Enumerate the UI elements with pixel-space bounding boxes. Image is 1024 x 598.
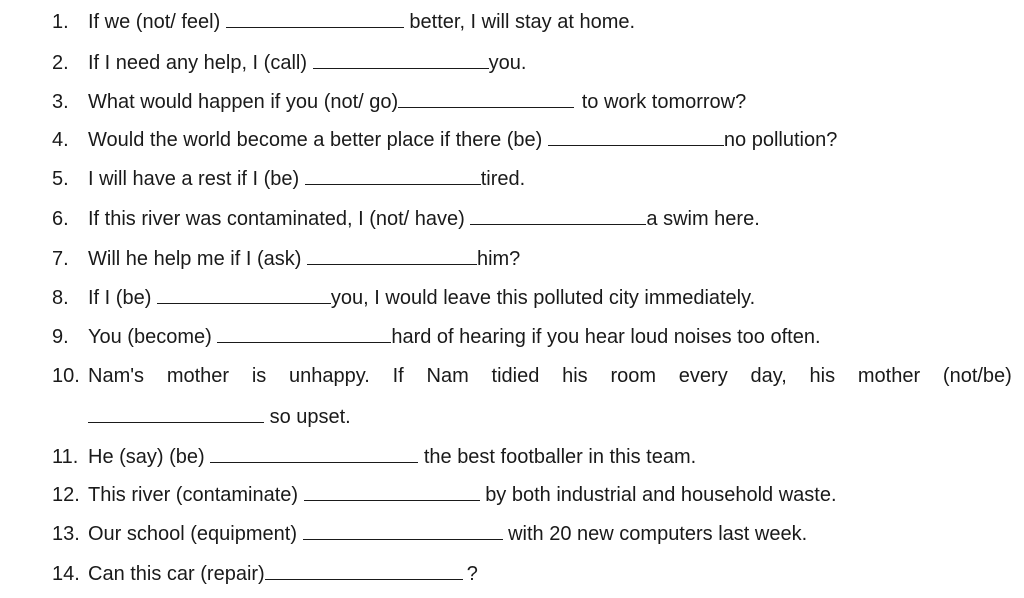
exercise-item-14 <box>52 561 478 586</box>
item-text-after: with 20 new computers last week. <box>508 523 808 545</box>
word: is <box>251 365 267 387</box>
item-text-after: the best footballer in this team. <box>423 446 697 468</box>
item-number: 2. <box>52 52 69 74</box>
item-number: 1. <box>52 11 69 33</box>
answer-blank[interactable] <box>470 206 646 225</box>
item-number: 13. <box>52 523 80 545</box>
item-text-after: no pollution? <box>723 129 838 151</box>
item-number: 8. <box>52 287 69 309</box>
word: If <box>392 365 404 387</box>
word: mother <box>166 365 230 387</box>
item-text-before: He (say) (be) <box>88 446 205 468</box>
item-number: 11. <box>52 446 79 468</box>
exercise-item-1 <box>52 9 635 34</box>
item-text-before: Can this car (repair) <box>88 563 265 585</box>
exercise-item-2 <box>52 50 526 75</box>
item-text-before: If I (be) <box>88 287 152 309</box>
word: room <box>610 365 657 387</box>
item-text-before: If we (not/ feel) <box>88 11 221 33</box>
item-text-after: you. <box>488 52 527 74</box>
answer-blank[interactable] <box>548 127 724 146</box>
word: tidied <box>491 365 540 387</box>
exercise-item-12 <box>52 482 837 507</box>
answer-blank[interactable] <box>88 404 264 423</box>
item-text-before: I will have a rest if I (be) <box>88 168 300 190</box>
item-text-before: What would happen if you (not/ go) <box>88 91 399 113</box>
exercise-item-10-continued <box>88 404 351 429</box>
word: Nam <box>426 365 469 387</box>
item-text-after: a swim here. <box>646 208 760 230</box>
word: his <box>562 365 588 387</box>
item-text-after: so upset. <box>269 406 351 428</box>
exercise-item-13 <box>52 521 807 546</box>
item-text-after: tired. <box>480 168 526 190</box>
item-number: 7. <box>52 248 69 270</box>
answer-blank[interactable] <box>304 482 480 501</box>
word: every <box>678 365 728 387</box>
word: Nam's <box>88 365 145 387</box>
exercise-item-5 <box>52 166 525 191</box>
answer-blank[interactable] <box>217 324 391 343</box>
answer-blank[interactable] <box>313 50 489 69</box>
item-text-after: hard of hearing if you hear loud noises too often. <box>391 326 821 348</box>
item-text-after: to work tomorrow? <box>581 91 747 113</box>
answer-blank[interactable] <box>210 444 418 463</box>
item-text-before: Our school (equipment) <box>88 523 297 545</box>
answer-blank[interactable] <box>157 285 331 304</box>
item-text-after: you, I would leave this polluted city immediately. <box>330 287 756 309</box>
answer-blank[interactable] <box>307 246 477 265</box>
exercise-item-3 <box>52 89 746 114</box>
item-text-after: better, I will stay at home. <box>409 11 636 33</box>
item-text-before: If I need any help, I (call) <box>88 52 308 74</box>
item-text-before <box>88 364 1012 388</box>
item-text-after: by both industrial and household waste. <box>485 484 837 506</box>
exercise-item-6 <box>52 206 760 231</box>
word: his <box>809 365 836 387</box>
item-number: 5. <box>52 168 69 190</box>
word: unhappy. <box>289 365 370 387</box>
item-text-before: Will he help me if I (ask) <box>88 248 302 270</box>
item-number: 3. <box>52 91 69 113</box>
item-text-after: him? <box>476 248 521 270</box>
item-text-before: You (become) <box>88 326 212 348</box>
exercise-item-11 <box>52 444 696 469</box>
word: mother <box>857 365 921 387</box>
answer-blank[interactable] <box>226 9 404 28</box>
item-number: 14. <box>52 563 80 585</box>
item-text-before: If this river was contaminated, I (not/ have) <box>88 208 465 230</box>
answer-blank[interactable] <box>265 561 463 580</box>
item-number: 12. <box>52 484 80 506</box>
exercise-item-9 <box>52 324 821 349</box>
exercise-item-8 <box>52 285 755 310</box>
exercise-item-4 <box>52 127 837 152</box>
item-number: 10. <box>52 365 80 387</box>
item-text-after: ? <box>466 563 478 585</box>
exercise-item-10 <box>52 364 1012 388</box>
item-number: 6. <box>52 208 69 230</box>
item-number: 4. <box>52 129 69 151</box>
answer-blank[interactable] <box>398 89 574 108</box>
word: day, <box>750 365 787 387</box>
answer-blank[interactable] <box>303 521 503 540</box>
item-text-before: This river (contaminate) <box>88 484 299 506</box>
answer-blank[interactable] <box>305 166 481 185</box>
word: (not/be) <box>942 365 1012 387</box>
item-text-before: Would the world become a better place if there (be) <box>88 129 543 151</box>
item-number: 9. <box>52 326 69 348</box>
exercise-item-7 <box>52 246 520 271</box>
